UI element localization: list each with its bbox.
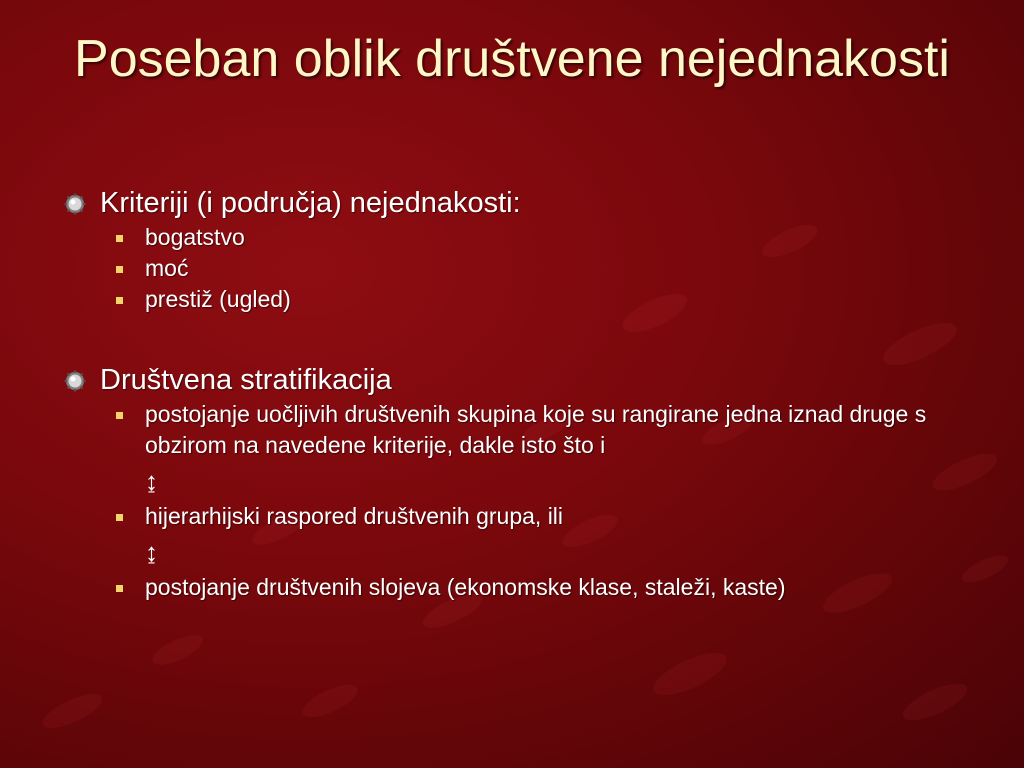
square-bullet-icon xyxy=(116,412,123,419)
square-bullet-icon xyxy=(116,585,123,592)
slide-title: Poseban oblik društvene nejednakosti xyxy=(74,30,950,88)
up-down-arrow-icon: ↨ xyxy=(145,466,158,496)
list-item xyxy=(60,572,980,603)
list-item-text: postojanje uočljivih društvenih skupina koje su rangirane jedna iznad druge s obzirom na navedene kriterije, dakle isto što i xyxy=(145,401,927,458)
square-bullet-icon xyxy=(116,297,123,304)
list-item-text: prestiž (ugled) xyxy=(145,286,291,312)
list-item-text: moć xyxy=(145,255,189,281)
up-down-arrow-icon: ↨ xyxy=(145,537,158,567)
list-item-text: postojanje društvenih slojeva (ekonomske klase, staleži, kaste) xyxy=(145,574,786,600)
gear-bullet-icon xyxy=(64,193,86,215)
section-heading-criteria xyxy=(60,184,980,222)
slide-content xyxy=(60,184,980,603)
section-heading-stratification xyxy=(60,361,980,399)
square-bullet-icon xyxy=(116,514,123,521)
section-heading-text: Društvena stratifikacija xyxy=(100,364,392,396)
section-heading-text: Kriteriji (i područja) nejednakosti: xyxy=(100,187,521,219)
list-item xyxy=(60,222,980,253)
list-item xyxy=(60,253,980,284)
square-bullet-icon xyxy=(116,266,123,273)
square-bullet-icon xyxy=(116,235,123,242)
list-item xyxy=(60,501,980,532)
list-item xyxy=(60,284,980,315)
list-item-text: hijerarhijski raspored društvenih grupa, ili xyxy=(145,503,564,529)
gear-bullet-icon xyxy=(64,370,86,392)
list-item-text: bogatstvo xyxy=(145,224,245,250)
list-item xyxy=(60,399,980,461)
